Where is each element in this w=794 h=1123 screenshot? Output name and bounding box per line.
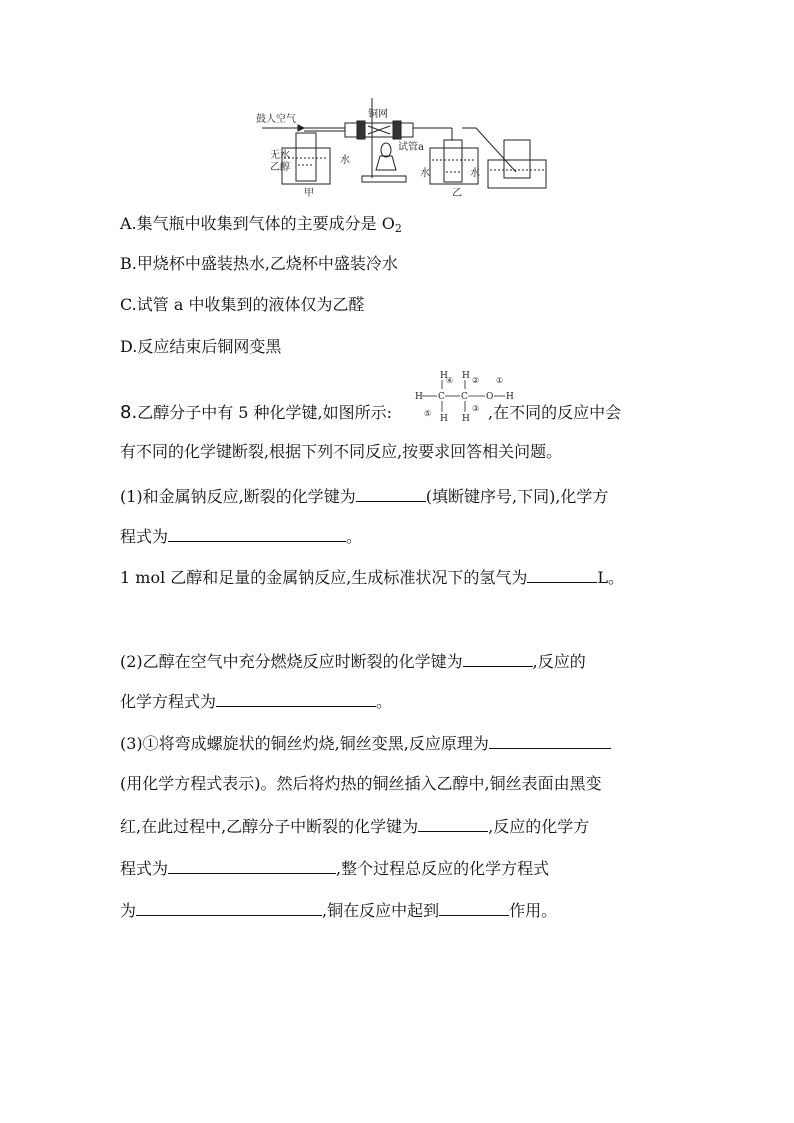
q8-part3-line5: 为 ,铜在反应中起到 作用。 bbox=[120, 901, 558, 920]
water-mid-label: 水 bbox=[420, 168, 430, 179]
q8-part1-line2: 程式为 。 bbox=[120, 527, 363, 546]
answer-blank-3-equation[interactable] bbox=[168, 857, 336, 874]
answer-blank-2-equation[interactable] bbox=[216, 690, 376, 707]
svg-text:④: ④ bbox=[446, 376, 454, 385]
svg-text:⑤: ⑤ bbox=[424, 409, 432, 418]
svg-text:H: H bbox=[462, 414, 470, 424]
svg-text:H: H bbox=[462, 371, 470, 381]
answer-blank-1-bond[interactable] bbox=[356, 485, 426, 502]
q8-intro: 8.乙醇分子中有 5 种化学键,如图所示: ,在不同的反应中会 bbox=[120, 402, 622, 423]
svg-text:H: H bbox=[440, 371, 448, 381]
q8-intro-line2: 有不同的化学键断裂,根据下列不同反应,按要求回答相关问题。 bbox=[120, 442, 563, 461]
svg-text:O: O bbox=[486, 392, 494, 402]
answer-blank-3-principle[interactable] bbox=[489, 732, 611, 749]
answer-blank-3-role[interactable] bbox=[439, 899, 509, 916]
answer-blank-1-equation[interactable] bbox=[168, 525, 346, 542]
answer-blank-3-bond[interactable] bbox=[418, 815, 488, 832]
option-b: B.甲烧杯中盛装热水,乙烧杯中盛装冷水 bbox=[120, 254, 398, 273]
beaker-yi-label: 乙 bbox=[452, 188, 462, 199]
option-c: C.试管 a 中收集到的液体仅为乙醛 bbox=[120, 295, 365, 314]
svg-text:H: H bbox=[440, 414, 448, 424]
q8-part1-line3: 1 mol 乙醇和足量的金属钠反应,生成标准状况下的氢气为 L。 bbox=[120, 568, 625, 587]
ethanol-label-1: 无水 bbox=[270, 150, 290, 161]
water-left-label: 水 bbox=[340, 155, 350, 166]
svg-text:H: H bbox=[415, 392, 423, 402]
ethanol-label-2: 乙醇 bbox=[270, 162, 290, 173]
svg-text:H: H bbox=[506, 392, 514, 402]
beaker-jia-label: 甲 bbox=[304, 188, 314, 199]
air-inlet-label: 鼓人空气 bbox=[256, 114, 296, 125]
svg-text:①: ① bbox=[496, 376, 504, 385]
q8-part3-line2: (用化学方程式表示)。然后将灼热的铜丝插入乙醇中,铜丝表面由黑变 bbox=[120, 774, 602, 793]
svg-text:③: ③ bbox=[472, 404, 480, 413]
svg-text:②: ② bbox=[472, 376, 480, 385]
q8-part3-line1: (3)①将弯成螺旋状的铜丝灼烧,铜丝变黑,反应原理为 bbox=[120, 732, 611, 755]
copper-mesh-label: 铜网 bbox=[368, 109, 388, 120]
svg-text:C: C bbox=[461, 392, 468, 402]
test-tube-a-label: 试管a bbox=[398, 142, 424, 153]
answer-blank-3-total-equation[interactable] bbox=[136, 899, 322, 916]
q8-part3-line3: 红,在此过程中,乙醇分子中断裂的化学键为 ,反应的化学方 bbox=[120, 817, 590, 836]
q8-part2-line2: 化学方程式为 。 bbox=[120, 692, 393, 711]
option-a: A.集气瓶中收集到气体的主要成分是 $O_2$ bbox=[120, 214, 402, 235]
option-d: D.反应结束后铜网变黑 bbox=[120, 337, 282, 356]
water-right-label: 水 bbox=[470, 168, 480, 179]
q8-part3-line4: 程式为 ,整个过程总反应的化学方程式 bbox=[120, 859, 550, 878]
answer-blank-2-bond[interactable] bbox=[463, 650, 533, 667]
q8-part1-line1: (1)和金属钠反应,断裂的化学键为 (填断键序号,下同),化学方 bbox=[120, 487, 609, 506]
answer-blank-1-hydrogen[interactable] bbox=[527, 566, 597, 583]
svg-text:C: C bbox=[438, 392, 445, 402]
q8-part2-line1: (2)乙醇在空气中充分燃烧反应时断裂的化学键为 ,反应的 bbox=[120, 652, 586, 671]
question-number: 8. bbox=[120, 402, 138, 423]
ethanol-structure bbox=[410, 368, 520, 428]
apparatus-figure bbox=[0, 0, 794, 210]
